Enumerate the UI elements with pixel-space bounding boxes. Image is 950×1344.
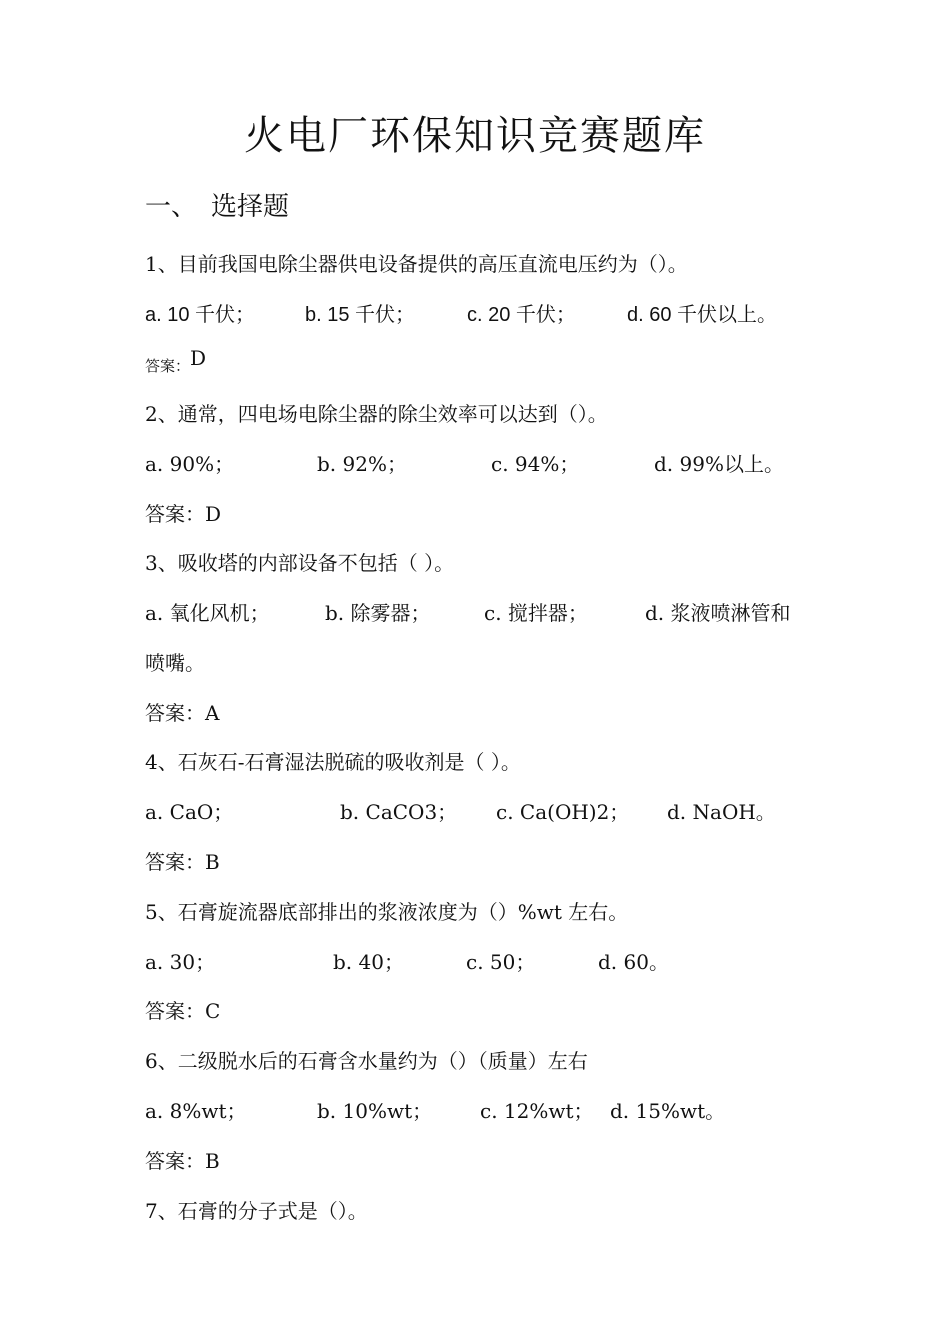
section-label: 选择题 bbox=[211, 192, 290, 222]
answer-line bbox=[145, 346, 207, 376]
question-stem: 6、二级脱水后的石膏含水量约为（）（质量）左右 bbox=[145, 1049, 588, 1073]
document-title: 火电厂环保知识竞赛题库 bbox=[244, 113, 706, 159]
question-stem: 5、石膏旋流器底部排出的浆液浓度为（）%wt 左右。 bbox=[145, 900, 629, 924]
option-b: b. 92%； bbox=[317, 452, 407, 476]
option-a: a. 氧化风机； bbox=[145, 601, 270, 625]
option-b: b. CaCO3； bbox=[340, 800, 458, 824]
option-d: d. 15%wt。 bbox=[610, 1099, 726, 1123]
option-a: a. 90%； bbox=[145, 452, 235, 476]
option-c: c. 94%； bbox=[491, 452, 580, 476]
option-a: a. 8%wt； bbox=[145, 1099, 247, 1123]
option-c: c. 20 千伏； bbox=[467, 304, 576, 326]
section-number: 一、 bbox=[145, 192, 198, 222]
option-d: d. 浆液喷淋管和 bbox=[645, 601, 791, 625]
option-a: a. 10 千伏； bbox=[145, 304, 256, 326]
answer-line: 答案：B bbox=[145, 1149, 220, 1173]
question-stem: 1、目前我国电除尘器供电设备提供的高压直流电压约为（）。 bbox=[145, 252, 688, 276]
option-c: c. Ca(OH)2； bbox=[496, 800, 630, 824]
answer-line: 答案：B bbox=[145, 850, 220, 874]
question-stem: 3、吸收塔的内部设备不包括（ ）。 bbox=[145, 551, 455, 575]
option-continuation: 喷嘴。 bbox=[145, 651, 205, 675]
question-stem: 4、石灰石-石膏湿法脱硫的吸收剂是（ ）。 bbox=[145, 750, 521, 774]
option-d: d. 60。 bbox=[598, 950, 669, 974]
option-b: b. 10%wt； bbox=[317, 1099, 433, 1123]
option-d: d. 60 千伏以上。 bbox=[627, 304, 778, 326]
answer-line: 答案：A bbox=[145, 701, 220, 725]
section-heading bbox=[145, 186, 289, 223]
option-c: c. 搅拌器； bbox=[484, 601, 588, 625]
question-stem: 7、石膏的分子式是（）。 bbox=[145, 1199, 368, 1223]
answer-label: 答案： bbox=[145, 357, 191, 375]
option-b: b. 除雾器； bbox=[325, 601, 431, 625]
option-b: b. 40； bbox=[333, 950, 404, 974]
answer-value: D bbox=[190, 346, 207, 370]
option-b: b. 15 千伏； bbox=[305, 304, 416, 326]
option-c: c. 12%wt； bbox=[480, 1099, 594, 1123]
option-d: d. 99%以上。 bbox=[654, 452, 784, 476]
question-stem: 2、通常，四电场电除尘器的除尘效率可以达到（）。 bbox=[145, 402, 608, 426]
answer-line: 答案：C bbox=[145, 999, 221, 1023]
answer-line: 答案：D bbox=[145, 502, 222, 526]
option-c: c. 50； bbox=[466, 950, 536, 974]
option-d: d. NaOH。 bbox=[667, 800, 776, 824]
option-a: a. CaO； bbox=[145, 800, 234, 824]
option-a: a. 30； bbox=[145, 950, 216, 974]
